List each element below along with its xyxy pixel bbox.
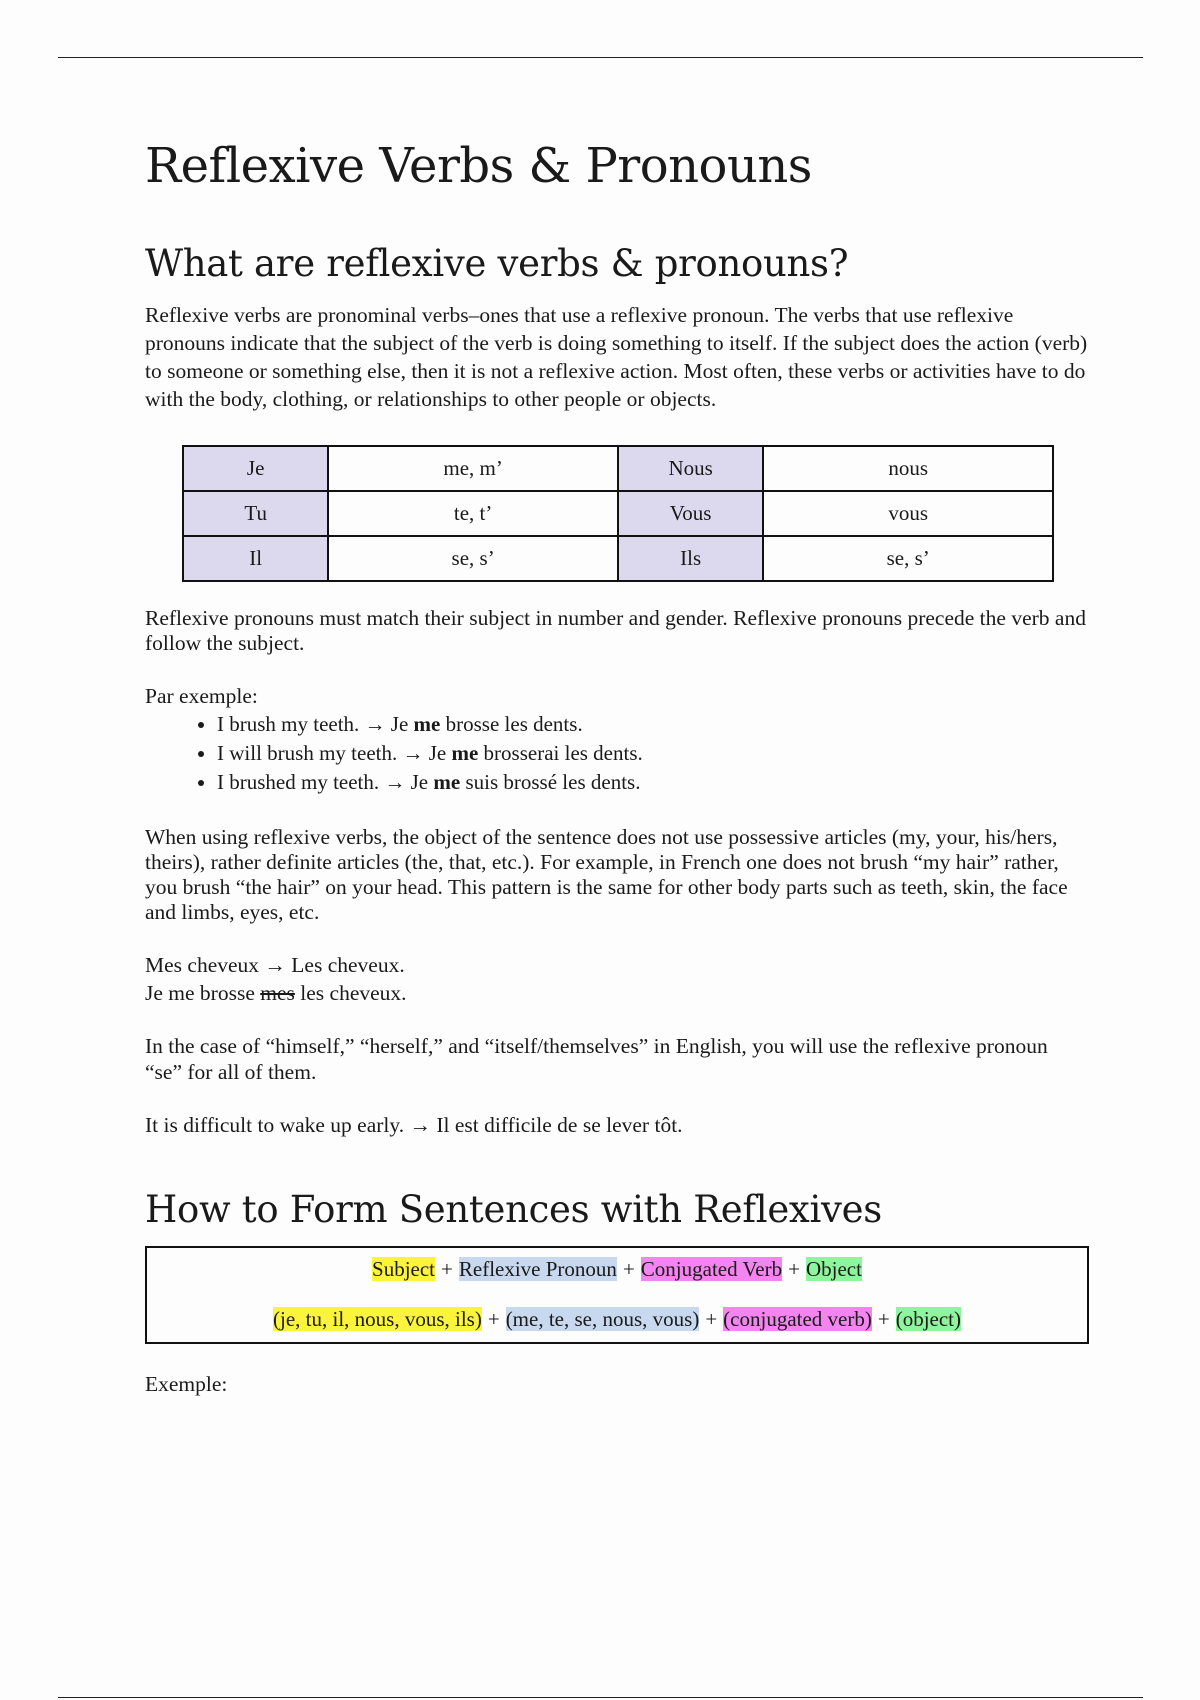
formula-object: Object	[805, 1256, 862, 1281]
table-cell-pronoun: nous	[763, 446, 1053, 491]
example-text: brosse les dents.	[440, 712, 583, 737]
document-body	[145, 140, 1090, 1398]
list-item	[217, 768, 1090, 797]
plus-sign: +	[877, 1306, 890, 1331]
table-cell-subject: Tu	[183, 491, 328, 536]
table-row	[183, 491, 1053, 536]
example-text: I will brush my teeth. → Je	[217, 741, 452, 766]
section-heading-what-are: What are reflexive verbs & pronouns?	[145, 241, 849, 285]
example-text: I brush my teeth. → Je	[217, 712, 414, 737]
hair-text: les cheveux.	[294, 981, 407, 1006]
example-bold-pronoun: me	[413, 712, 441, 737]
example-bold-pronoun: me	[451, 741, 479, 766]
page-title: Reflexive Verbs & Pronouns	[145, 138, 812, 194]
table-cell-subject: Nous	[618, 446, 763, 491]
table-cell-pronoun: me, m’	[328, 446, 618, 491]
examples-label: Par exemple:	[145, 684, 258, 709]
match-rule-paragraph: Reflexive pronouns must match their subject in number and gender. Reflexive pronouns precede the verb and follow the subject.	[145, 606, 1086, 656]
se-rule-paragraph: In the case of “himself,” “herself,” and “itself/themselves” in English, you will use the reflexive pronoun “se” for all of them.	[145, 1034, 1048, 1085]
sentence-formula-box	[145, 1246, 1089, 1344]
table-cell-pronoun: se, s’	[763, 536, 1053, 581]
example-label: Exemple:	[145, 1371, 228, 1396]
hair-text: Je me brosse	[145, 981, 261, 1006]
table-cell-subject: Vous	[618, 491, 763, 536]
plus-sign: +	[441, 1256, 453, 1281]
table-cell-subject: Je	[183, 446, 328, 491]
list-item	[217, 710, 1090, 739]
examples-list	[145, 710, 1090, 797]
table-cell-pronoun: te, t’	[328, 491, 618, 536]
example-text: suis brossé les dents.	[460, 770, 641, 795]
section-heading-how-to-form: How to Form Sentences with Reflexives	[145, 1188, 882, 1232]
hair-example-line-2	[145, 979, 1090, 1007]
formula-row-labels	[147, 1256, 1087, 1282]
formula-row-values	[147, 1306, 1087, 1332]
formula-object-values: (object)	[895, 1306, 961, 1331]
plus-sign: +	[705, 1306, 718, 1331]
formula-verb-values: (conjugated verb)	[723, 1306, 872, 1331]
articles-rule-paragraph: When using reflexive verbs, the object of the sentence does not use possessive articles (my, your, his/hers, theirs), rather definite articles (the, that, etc.). For example, in French one does not brush “my hair” rather, you brush “the hair” on your head. This pattern is the same for other body parts such as teeth, skin, the face and limbs, eyes, etc.	[145, 825, 1068, 925]
example-bold-pronoun: me	[433, 770, 461, 795]
formula-subject: Subject	[372, 1256, 436, 1281]
table-row	[183, 536, 1053, 581]
example-text: brosserai les dents.	[478, 741, 643, 766]
table-cell-subject: Il	[183, 536, 328, 581]
formula-pronoun-values: (me, te, se, nous, vous)	[505, 1306, 700, 1331]
formula-subject-values: (je, tu, il, nous, vous, ils)	[273, 1306, 482, 1331]
table-cell-subject: Ils	[618, 536, 763, 581]
struck-word: mes	[260, 981, 295, 1006]
table-cell-pronoun: se, s’	[328, 536, 618, 581]
hair-example	[145, 951, 1090, 1007]
table-cell-pronoun: vous	[763, 491, 1053, 536]
se-example: It is difficult to wake up early. → Il est difficile de se lever tôt.	[145, 1113, 683, 1138]
list-item	[217, 739, 1090, 768]
example-text: I brushed my teeth. → Je	[217, 770, 434, 795]
plus-sign: +	[487, 1306, 500, 1331]
formula-conjugated-verb: Conjugated Verb	[640, 1256, 783, 1281]
table-row	[183, 446, 1053, 491]
intro-paragraph: Reflexive verbs are pronominal verbs–ones that use a reflexive pronoun. The verbs that use reflexive pronouns indicate that the subject of the verb is doing something to itself. If the subject does the action (verb) to someone or something else, then it is not a reflexive action. Most often, these verbs or activities have to do with the body, clothing, or relationships to other people or objects.	[145, 303, 1088, 412]
reflexive-pronoun-table	[182, 445, 1054, 582]
plus-sign: +	[622, 1256, 635, 1281]
bottom-rule	[58, 1697, 1143, 1698]
top-rule	[58, 57, 1143, 58]
hair-example-line-1: Mes cheveux → Les cheveux.	[145, 953, 405, 978]
plus-sign: +	[788, 1256, 800, 1281]
formula-reflexive-pronoun: Reflexive Pronoun	[458, 1256, 617, 1281]
